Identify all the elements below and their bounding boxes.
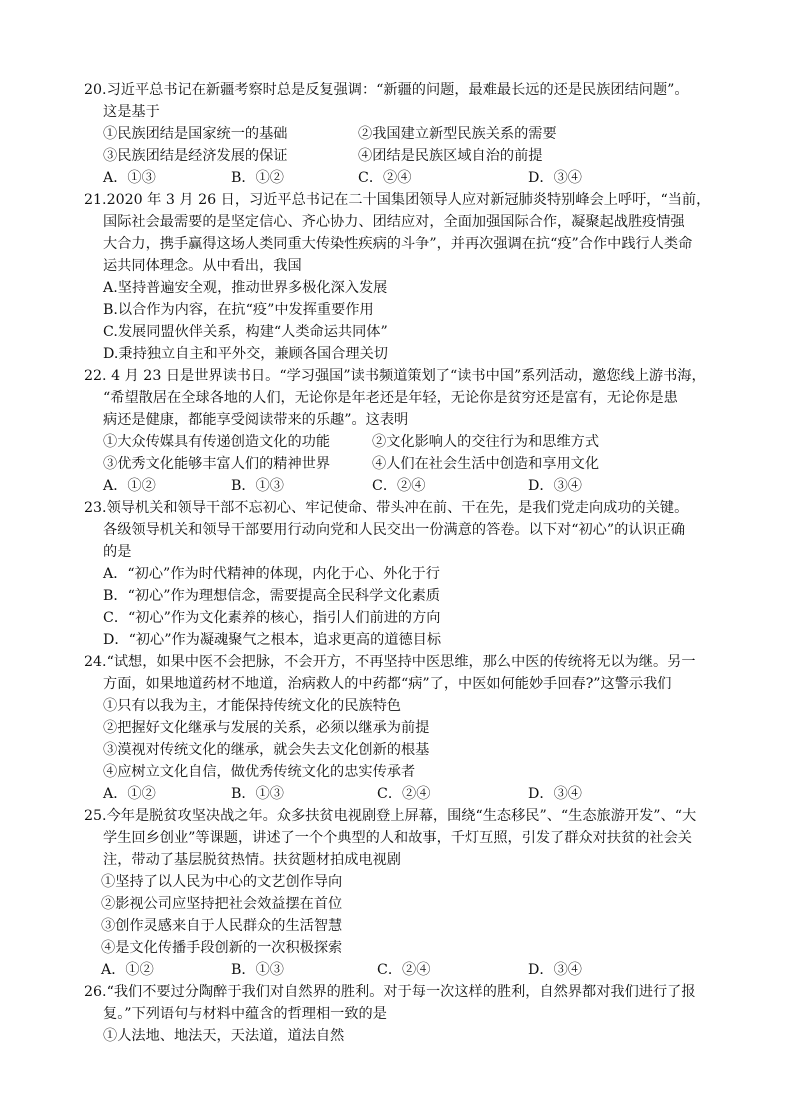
answer-choice: D．“初心”作为凝魂聚气之根本，追求更高的道德目标: [103, 632, 442, 648]
answer-choice: C．②④: [377, 962, 431, 978]
answer-choice: C．“初心”作为文化素养的核心，指引人们前进的方向: [103, 610, 441, 626]
statement-option: ①只有以我为主，才能保持传统文化的民族特色: [103, 698, 401, 714]
answer-choice: B．①③: [231, 962, 284, 978]
statement-option: ①大众传媒具有传递创造文化的功能: [103, 434, 331, 450]
statement-option: ①坚持了以人民为中心的文艺创作导向: [101, 874, 343, 890]
answer-choice: C.发展同盟伙伴关系，构建“人类命运共同体”: [103, 324, 388, 340]
question-stem-line: 学生回乡创业”等课题，讲述了一个个典型的人和故事，千灯互照，引发了群众对扶贫的社会关: [103, 830, 692, 846]
statement-option: ①人法地、地法天，天法道，道法自然: [103, 1028, 345, 1044]
answer-choice: C．②④: [377, 786, 431, 802]
question-stem-line: 20.习近平总书记在新疆考察时总是反复强调：“新疆的问题，最难最长远的还是民族团结问题”。: [84, 82, 689, 98]
question-stem-line: 这是基于: [103, 104, 160, 120]
statement-option: ④是文化传播手段创新的一次积极探索: [101, 940, 343, 956]
statement-option: ④应树立文化自信，做优秀传统文化的忠实传承者: [103, 764, 416, 780]
answer-choice: C．②④: [372, 478, 426, 494]
statement-option: ②影视公司应坚持把社会效益摆在首位: [101, 896, 343, 912]
question-stem-line: 26.“我们不要过分陶醉于我们对自然界的胜利。对于每一次这样的胜利，自然界都对我们进行了报: [84, 984, 696, 1000]
question-stem-line: “希望散居在全球各地的人们，无论你是年老还是年轻，无论你是贫穷还是富有，无论你是患: [103, 390, 678, 406]
statement-option: ④团结是民族区域自治的前提: [358, 148, 543, 164]
answer-choice: C．②④: [358, 170, 412, 186]
answer-choice: B．①③: [231, 786, 284, 802]
statement-option: ③民族团结是经济发展的保证: [103, 148, 288, 164]
statement-option: ②文化影响人的交往行为和思维方式: [372, 434, 600, 450]
statement-option: ①民族团结是国家统一的基础: [103, 126, 288, 142]
question-stem-line: 方面，如果地道药材不地道，治病救人的中药都“病”了，中医如何能妙手回春?”这警示我们: [103, 676, 672, 692]
answer-choice: D．③④: [528, 786, 582, 802]
question-stem-line: 病还是健康，都能享受阅读带来的乐趣”。这表明: [103, 412, 409, 428]
question-stem-line: 注，带动了基层脱贫热情。扶贫题材拍成电视剧: [103, 852, 401, 868]
answer-choice: B．①③: [231, 478, 284, 494]
answer-choice: A．①②: [103, 786, 156, 802]
statement-option: ④人们在社会生活中创造和享用文化: [372, 456, 600, 472]
question-stem-line: 复。”下列语句与材料中蕴含的哲理相一致的是: [103, 1006, 387, 1022]
question-stem-line: 大合力，携手赢得这场人类同重大传染性疾病的斗争”，并再次强调在抗“疫”合作中践行人类命: [103, 236, 693, 252]
answer-choice: D．③④: [528, 478, 582, 494]
statement-option: ②我国建立新型民族关系的需要: [358, 126, 557, 142]
question-stem-line: 24.“试想，如果中医不会把脉，不会开方，不再坚持中医思维，那么中医的传统将无以为继。另一: [84, 654, 696, 670]
answer-choice: B．①②: [231, 170, 284, 186]
answer-choice: B．“初心”作为理想信念，需要提高全民科学文化素质: [103, 588, 441, 604]
statement-option: ③漠视对传统文化的继承，就会失去文化创新的根基: [103, 742, 430, 758]
question-stem-line: 25.今年是脱贫攻坚决战之年。众多扶贫电视剧登上屏幕，围绕“生态移民”、“生态旅游开发”、“大: [84, 808, 697, 824]
statement-option: ③优秀文化能够丰富人们的精神世界: [103, 456, 331, 472]
answer-choice: D．③④: [528, 962, 582, 978]
answer-choice: A.坚持普遍安全观，推动世界多极化深入发展: [103, 280, 388, 296]
statement-option: ②把握好文化继承与发展的关系，必须以继承为前提: [103, 720, 430, 736]
answer-choice: A．“初心”作为时代精神的体现，内化于心、外化于行: [103, 566, 440, 582]
question-stem-line: 运共同体理念。从中看出，我国: [103, 258, 302, 274]
question-stem-line: 各级领导机关和领导干部要用行动向党和人民交出一份满意的答卷。以下对“初心”的认识正确: [103, 522, 686, 538]
answer-choice: D．③④: [528, 170, 582, 186]
question-stem-line: 的是: [103, 544, 132, 560]
question-stem-line: 21.2020 年 3 月 26 日，习近平总书记在二十国集团领导人应对新冠肺炎特别峰会上呼吁，“当前，: [84, 192, 711, 208]
answer-choice: D.秉持独立自主和平外交，兼顾各国合理关切: [103, 346, 388, 362]
question-stem-line: 国际社会最需要的是坚定信心、齐心协力、团结应对，全面加强国际合作，凝聚起战胜疫情强: [103, 214, 685, 230]
question-stem-line: 23.领导机关和领导干部不忘初心、牢记使命、带头冲在前、干在先，是我们党走向成功的关键。: [84, 500, 689, 516]
statement-option: ③创作灵感来自于人民群众的生活智慧: [101, 918, 343, 934]
answer-choice: B.以合作为内容，在抗“疫”中发挥重要作用: [103, 302, 374, 318]
answer-choice: A．①②: [103, 478, 156, 494]
answer-choice: A．①②: [101, 962, 154, 978]
question-stem-line: 22. 4 月 23 日是世界读书日。“学习强国”读书频道策划了“读书中国”系列活动，邀您线上游书海，: [84, 368, 706, 384]
answer-choice: A．①③: [103, 170, 156, 186]
